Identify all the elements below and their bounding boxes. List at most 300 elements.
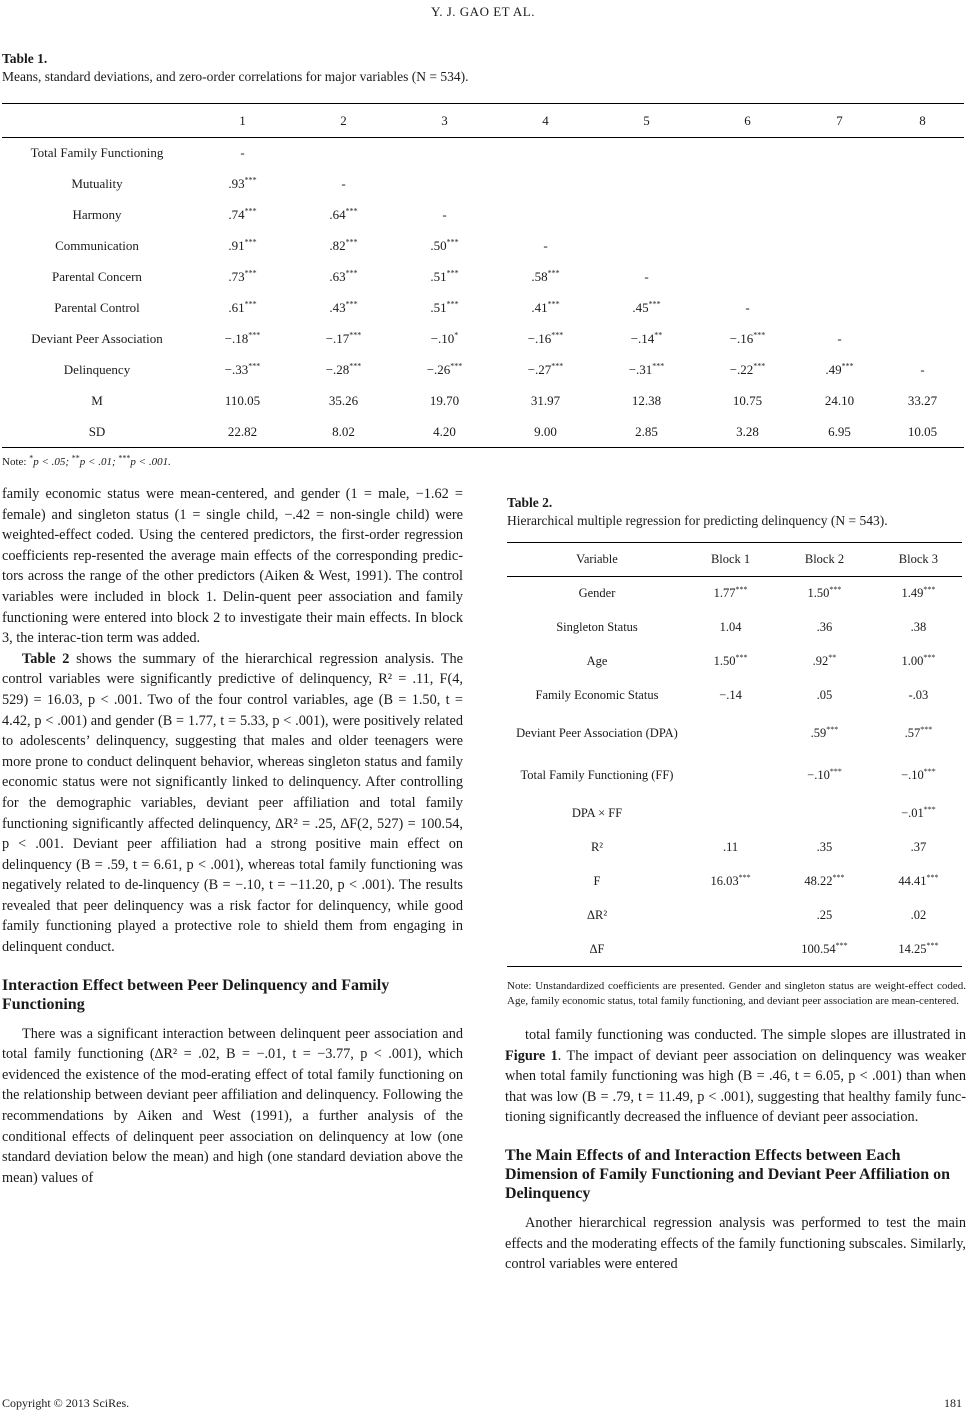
table-cell [875,865,962,899]
table-cell [774,865,875,899]
table-cell [192,417,293,448]
cell-value: .57 [904,726,921,741]
table-cell [192,169,293,200]
cell-value: .25 [816,908,833,923]
cell-value: 16.03 [710,874,739,889]
table-cell [687,611,774,645]
table-cell [875,679,962,713]
significance-marker: *** [248,330,261,340]
significance-marker: *** [829,767,842,777]
cell-value: .41 [531,300,548,315]
row-label: Delinquency [63,362,131,377]
table1-header-row [2,104,964,138]
table-cell [394,417,495,448]
table-row [2,417,964,448]
significance-marker: *** [446,299,459,309]
table2-ref: Table 2 [22,650,70,667]
table2 [507,542,962,967]
note-text1: p < .05; [33,456,72,468]
cell-value: .36 [816,620,833,635]
cell-value: 33.27 [907,393,938,408]
table-cell [774,797,875,831]
cell-value: .73 [228,269,245,284]
table-cell [192,386,293,417]
cell-value: .74 [228,207,245,222]
table-row [507,611,962,645]
significance-marker: *** [450,361,463,371]
left-paragraph-2 [2,649,463,958]
running-head: Y. J. GAO ET AL. [431,4,535,19]
table-cell [495,293,596,324]
table-cell [798,169,881,200]
cell-value: 100.54 [801,941,836,956]
right-column [505,484,966,1275]
table-cell [596,386,697,417]
table-cell [881,200,964,231]
table-cell [687,865,774,899]
cell-value: .91 [228,238,245,253]
table-cell [192,262,293,293]
table-cell [596,200,697,231]
table-cell [495,231,596,262]
row-label: F [593,874,601,888]
cell-value: 31.97 [530,393,561,408]
table-row [2,262,964,293]
table-cell [293,386,394,417]
table-cell [596,138,697,169]
table-cell [687,713,774,755]
cell-value: .82 [329,238,346,253]
table-cell [774,679,875,713]
table-cell [495,200,596,231]
table-cell [774,831,875,865]
table-cell [596,169,697,200]
cell-value: −.27 [527,362,552,377]
table2-label: Table 2. [507,495,553,510]
table-cell [697,200,798,231]
cell-value: −.33 [224,362,249,377]
cell-value: .50 [430,238,447,253]
cell-value: .02 [910,908,927,923]
table-cell [293,293,394,324]
cell-value: .11 [722,840,739,855]
significance-marker: *** [244,175,257,185]
table-row [507,797,962,831]
significance-marker: *** [753,330,766,340]
right-paragraph-1-b: . The impact of deviant peer association on delinquency was weaker when total family functioning was high (B = .46, t = 6.05, p < .001) than when that was low (B = .79, t = 11.49, p < .001), suggesting that healthy family func-tioning significantly decreased the influence of deviant peer association. [505,1047,966,1126]
cell-value: .49 [825,362,842,377]
table-cell [697,324,798,355]
cell-value: −.22 [729,362,754,377]
row-label: Deviant Peer Association (DPA) [516,726,678,740]
table-cell [875,899,962,933]
table-cell [394,231,495,262]
table-cell [881,417,964,448]
table2-title: Hierarchical multiple regression for predicting delinquency (N = 543). [507,513,888,528]
table-cell [596,231,697,262]
table-cell [687,899,774,933]
table1 [2,103,964,448]
significance-marker: ** [654,330,663,340]
significance-marker: *** [926,873,939,883]
cell-value: 19.70 [429,393,460,408]
table-cell [687,755,774,797]
table-row [507,831,962,865]
note-sig3: *** [118,453,131,463]
table1-label: Table 1. [2,51,48,66]
cell-value: −.14 [630,331,655,346]
significance-marker: *** [926,940,939,950]
column-header: Block 1 [687,543,774,577]
cell-value: 110.05 [224,393,261,408]
table-cell [798,293,881,324]
table-cell [875,611,962,645]
cell-value: - [341,176,346,191]
significance-marker: *** [349,330,362,340]
table-cell [697,169,798,200]
cell-value: 44.41 [898,874,927,889]
cell-value: .51 [430,269,447,284]
left-paragraph-3: There was a significant interaction between delinquent peer association and total family functioning (∆R² = .02, B = −.01, t = −3.77, p < .001), which evidenced the existence of the mod-erating effect of total family functioning on the relationship between deviant peer affiliation and delinquency. Following the recommendations by Aiken and West (1991), a further analysis of the conditional effects of delinquent peer association on delinquency at low (one standard deviation below the mean) and high (one standard deviation above the mean) values of [2,1025,463,1186]
table-cell [394,200,495,231]
column-header: 2 [293,104,394,138]
table-cell [697,231,798,262]
column-header: 1 [192,104,293,138]
table-cell [798,200,881,231]
cell-value: 9.00 [534,423,557,439]
row-label: Family Economic Status [535,688,659,702]
table-cell [697,417,798,448]
note-sig1: * [29,453,34,463]
cell-value: 1.00 [901,654,924,669]
cell-value: −.18 [224,331,249,346]
row-label: M [91,393,103,408]
table-row [507,865,962,899]
significance-marker: *** [345,237,358,247]
right-paragraph-1-a: total family functioning was conducted. The simple slopes are illustrated in [525,1027,966,1043]
table-cell [774,611,875,645]
note-text3: p < .001. [130,456,171,468]
table-cell [495,355,596,386]
significance-marker: *** [345,268,358,278]
cell-value: 1.49 [901,586,924,601]
cell-value: - [543,238,548,253]
table-cell [394,169,495,200]
significance-marker: *** [835,940,848,950]
table2-header-row [507,543,962,577]
figure1-ref: Figure 1 [505,1047,558,1064]
significance-marker: *** [547,268,560,278]
cell-value: 24.10 [824,393,855,408]
cell-value: - [644,269,649,284]
table-row [2,293,964,324]
table-cell [875,645,962,679]
table-cell [697,138,798,169]
column-header: 7 [798,104,881,138]
footer-page-number: 181 [944,1396,962,1410]
cell-value: .37 [910,840,927,855]
left-paragraph-2-text: shows the summary of the hierarchical regression analysis. The control variables were significantly predictive of delinquency, R² = .11, F(4, 529) = 16.03, p < .001. Two of the four control variables, age (B = 1.50, t = 4.42, p < .001) and gender (B = 1.77, t = 5.33, p < .001), were positively related to adolescents’ delinquency, suggesting that males and older teenagers were more prone to conduct delinquent behavior, whereas singleton status and family economic status were not significantly linked to delinquency. After controlling for the demographic variables, deviant peer affiliation and total family functioning significantly affected delinquency, ∆R² = .25, ∆F(2, 527) = 100.54, p < .001. Deviant peer affiliation had a strong positive main effect on delinquency (B = .59, t = 6.61, p < .001), whereas total family functioning was negatively related to de-linquency (B = −.10, t = −11.20, p < .001). The results revealed that peer delinquency was a risk factor for delinquency, while good family functioning played a protective role to shield them from engaging in delinquent conduct. [2,650,463,956]
table-cell [774,899,875,933]
table-cell [697,293,798,324]
cell-value: - [442,207,447,222]
cell-value: .38 [910,620,927,635]
cell-value: −.10 [430,331,455,346]
cell-value: .45 [632,300,649,315]
significance-marker: *** [345,299,358,309]
table-cell [495,169,596,200]
cell-value: 3.28 [736,423,759,439]
row-label: Harmony [72,207,122,222]
cell-value: .05 [816,688,833,703]
row-label: Deviant Peer Association [31,331,163,346]
cell-value: 1.77 [713,586,736,601]
table-row [2,169,964,200]
table-cell [394,355,495,386]
table-row [2,200,964,231]
cell-value: .58 [531,269,548,284]
table-row [507,645,962,679]
table-cell [798,262,881,293]
significance-marker: *** [547,299,560,309]
cell-value: 12.38 [631,393,662,408]
table-cell [192,355,293,386]
significance-marker: *** [841,361,854,371]
table-cell [293,262,394,293]
table-cell [881,262,964,293]
table2-note: Note: Unstandardized coefficients are presented. Gender and singleton status are weight-effect coded. Age, family economic status, total family functioning, and deviant peer association are mean-centered. [507,980,966,1007]
table-cell [293,417,394,448]
table-cell [697,386,798,417]
significance-marker: *** [446,237,459,247]
table-cell [881,355,964,386]
table-cell [798,138,881,169]
cell-value: 48.22 [804,874,833,889]
table-cell [495,386,596,417]
table-row [2,231,964,262]
row-label: ΔF [589,941,605,956]
significance-marker: *** [923,767,936,777]
cell-value: .51 [430,300,447,315]
row-label: Parental Control [54,300,140,315]
cell-value: .59 [810,726,827,741]
cell-value: 2.85 [635,423,658,439]
table-cell [596,417,697,448]
table-cell [394,138,495,169]
table2-caption [507,494,966,530]
table-cell [798,355,881,386]
cell-value: .93 [228,176,245,191]
table-row [507,713,962,755]
table-cell [875,577,962,611]
cell-value: 35.26 [328,393,359,408]
section-heading-main-effects: The Main Effects of and Interaction Effects between Each Dimension of Family Functioning and Deviant Peer Affiliation on Delinquency [505,1146,951,1202]
table-cell [495,138,596,169]
table-row [507,755,962,797]
table-row [2,324,964,355]
column-header: Block 3 [875,543,962,577]
row-label: Age [586,654,608,668]
table-cell [687,831,774,865]
significance-marker: *** [551,361,564,371]
cell-value: 1.04 [719,620,742,635]
cell-value: −.17 [325,331,350,346]
significance-marker: *** [735,585,748,595]
table-cell [875,933,962,967]
column-header: Variable [507,543,687,577]
significance-marker: *** [923,805,936,815]
table-cell [875,831,962,865]
table-cell [697,262,798,293]
row-label: SD [88,423,106,439]
cell-value: 4.20 [433,423,456,439]
table-cell [394,324,495,355]
cell-value: - [745,300,750,315]
cell-value: 22.82 [227,423,258,439]
significance-marker: *** [923,585,936,595]
note-sig2: ** [71,453,80,463]
column-header: 6 [697,104,798,138]
row-label: Total Family Functioning [30,145,164,161]
significance-marker: *** [345,206,358,216]
table-cell [293,355,394,386]
table-row [2,386,964,417]
significance-marker: *** [244,299,257,309]
column-header: 3 [394,104,495,138]
table-cell [687,933,774,967]
table-cell [495,262,596,293]
table-cell [192,231,293,262]
table-cell [798,324,881,355]
column-header: 4 [495,104,596,138]
table-cell [881,231,964,262]
table-cell [596,324,697,355]
table-cell [596,262,697,293]
note-text2: p < .01; [79,456,119,468]
table-row [2,355,964,386]
table-row [2,138,964,169]
right-paragraph-1 [505,1025,966,1128]
table-row [507,679,962,713]
significance-marker: *** [244,268,257,278]
table-cell [881,293,964,324]
table-cell [192,138,293,169]
table-row [507,577,962,611]
table-cell [293,200,394,231]
table-cell [881,138,964,169]
table-cell [687,797,774,831]
significance-marker: *** [551,330,564,340]
significance-marker: ** [828,653,837,663]
significance-marker: *** [446,268,459,278]
significance-marker: *** [753,361,766,371]
cell-value: 6.95 [828,423,851,439]
significance-marker: *** [920,725,933,735]
table-cell [881,324,964,355]
table-cell [596,293,697,324]
cell-value: −.10 [807,768,830,783]
significance-marker: *** [652,361,665,371]
table-cell [875,713,962,755]
cell-value: 8.02 [332,423,355,439]
table-cell [687,679,774,713]
table-cell [881,386,964,417]
right-paragraph-2: Another hierarchical regression analysis was performed to test the main effects and the moderating effects of the family functioning subscales. Similarly, control variables were entered [505,1214,966,1273]
significance-marker: *** [829,585,842,595]
cell-value: - [920,362,925,377]
significance-marker: * [454,330,459,340]
cell-value: 1.50 [713,654,736,669]
cell-value: −.16 [729,331,754,346]
column-header [2,104,192,138]
table-cell [774,577,875,611]
table-cell [687,645,774,679]
significance-marker: *** [832,873,845,883]
table-cell [394,293,495,324]
table-cell [774,645,875,679]
row-label: Communication [55,238,139,253]
significance-marker: *** [826,725,839,735]
cell-value: −.14 [719,688,742,703]
cell-value: −.26 [426,362,451,377]
significance-marker: *** [248,361,261,371]
cell-value: .64 [329,207,346,222]
row-label: ΔR² [586,908,608,922]
significance-marker: *** [244,237,257,247]
table-cell [798,417,881,448]
cell-value: - [240,145,245,161]
cell-value: .63 [329,269,346,284]
table-cell [774,933,875,967]
cell-value: −.16 [527,331,552,346]
table-cell [495,324,596,355]
cell-value: −.31 [628,362,653,377]
table-cell [774,713,875,755]
section-heading-interaction: Interaction Effect between Peer Delinquency and Family Functioning [2,976,390,1013]
table-cell [192,293,293,324]
row-label: Total Family Functioning (FF) [520,768,674,782]
table-cell [394,262,495,293]
note-prefix: Note: [2,456,30,468]
significance-marker: *** [648,299,661,309]
table-cell [875,797,962,831]
significance-marker: *** [349,361,362,371]
footer-copyright: Copyright © 2013 SciRes. [2,1396,130,1410]
cell-value: −.10 [901,768,924,783]
table-cell [881,169,964,200]
cell-value: - [837,331,842,346]
cell-value: -.03 [908,688,929,703]
table-cell [192,200,293,231]
table-cell [293,138,394,169]
cell-value: .35 [816,840,833,855]
cell-value: .92 [812,654,829,669]
left-column [2,484,463,1188]
significance-marker: *** [244,206,257,216]
cell-value: 14.25 [898,941,927,956]
table1-title: Means, standard deviations, and zero-order correlations for major variables (N = 534). [2,69,469,84]
cell-value: .43 [329,300,346,315]
table-cell [798,231,881,262]
table-cell [875,755,962,797]
table-cell [293,231,394,262]
table1-caption [2,50,468,86]
column-header: 8 [881,104,964,138]
row-label: Gender [578,586,616,601]
cell-value: 1.50 [807,586,830,601]
cell-value: −.01 [901,806,924,821]
table-cell [798,386,881,417]
